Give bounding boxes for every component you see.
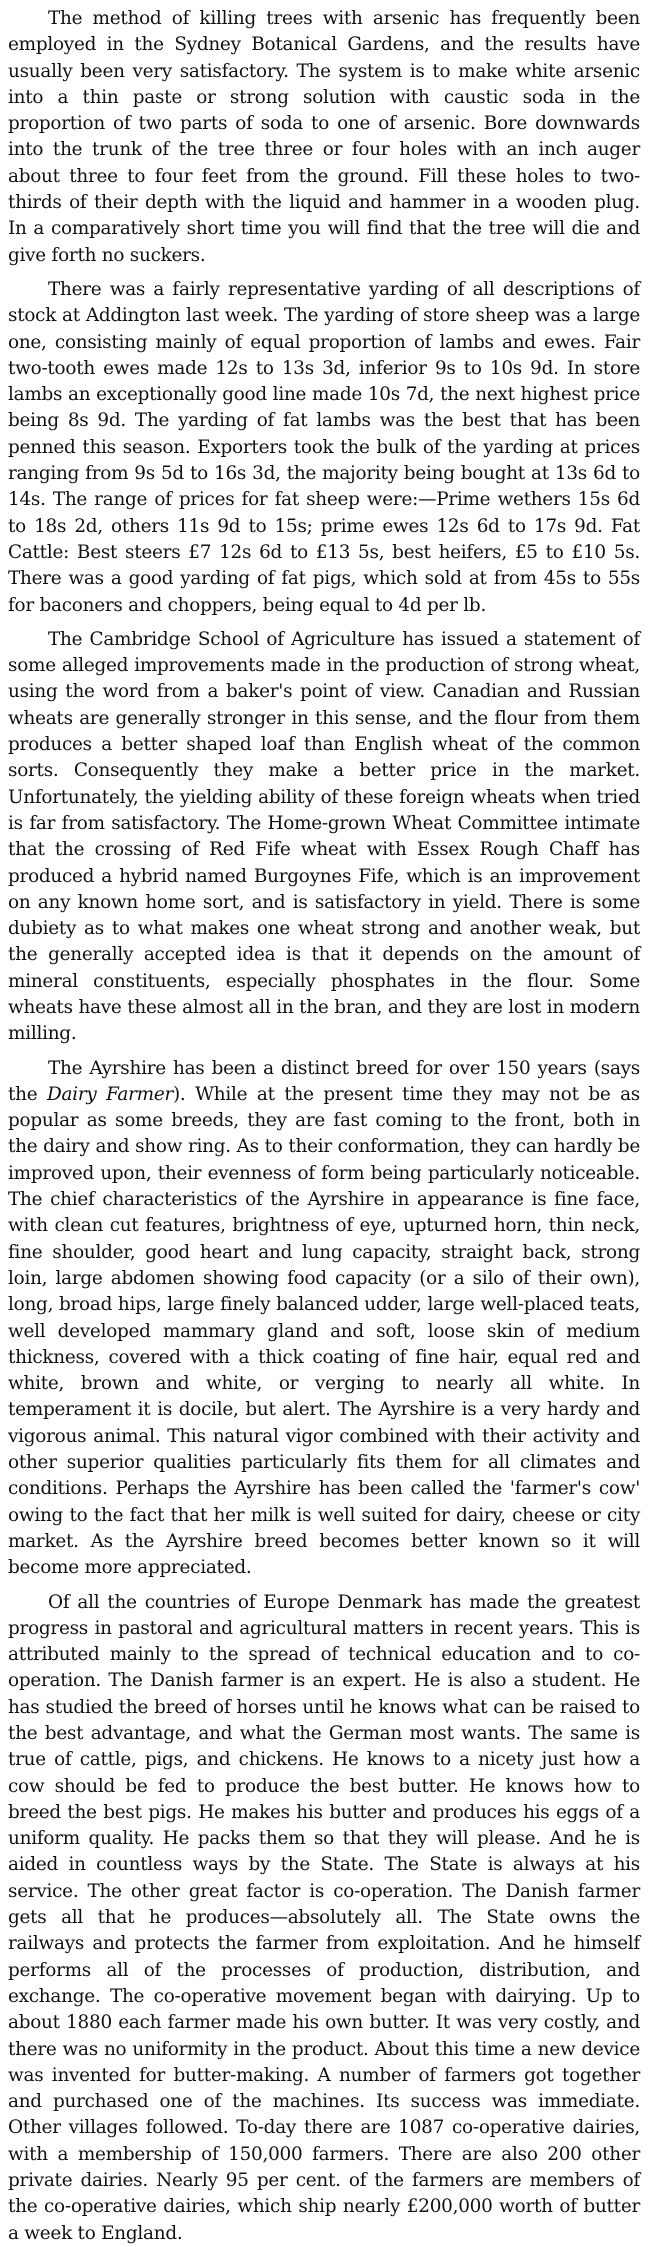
ayrshire-lead-text: The Ayrshire has been a distinct breed for over 150 years (says the: [8, 1057, 640, 1105]
source-publication-title: Dairy Farmer: [46, 1083, 173, 1105]
paragraph-denmark-cooperation: Of all the countries of Europe Denmark has made the greatest progress in pastoral and agricultural matters in recent years. This is attributed mainly to the spread of technical education and to co-operation. The Danish farmer is an expert. He is also a student. He has studied the breed of horses until he knows what can be raised to the best advantage, and what the German most wants. The same is true of cattle, pigs, and chickens. He knows to a nicety just how a cow should be fed to produce the best butter. He knows how to breed the best pigs. He makes his butter and produces his eggs of a uniform quality. He packs them so that they will please. And he is aided in countless ways by the State. The State is always at his service. The other great factor is co-operation. The Danish farmer gets all that he produces—absolutely all. The State owns the railways and protects the farmer from exploitation. And he himself performs all of the processes of production, distribution, and exchange. The co-operative movement began with dairying. Up to about 1880 each farmer made his own butter. It was very costly, and there was no uniformity in the product. About this time a new device was invented for butter-making. A number of farmers got together and purchased one of the machines. Its success was immediate. Other villages followed. To-day there are 1087 co-operative dairies, with a membership of 150,000 farmers. There are also 200 other private dairies. Nearly 95 per cent. of the farmers are members of the co-operative dairies, which ship nearly £200,000 worth of butter a week to England.: [8, 1591, 640, 2244]
ayrshire-body-text: ). While at the present time they may not be as popular as some breeds, they are fast coming to the front, both in the dairy and show ring. As to their conformation, they can hardly be improved upon, their evenness of form being particularly noticeable. The chief characteristics of the Ayrshire in appearance is fine face, with clean cut features, brightness of eye, upturned horn, thin neck, fine shoulder, good heart and lung capacity, straight back, strong loin, large abdomen showing food capacity (or a silo of their own), long, broad hips, large finely balanced udder, large well-placed teats, well developed mammary gland and soft, loose skin of medium thickness, covered with a thick coating of fine hair, equal red and white, brown and white, or verging to nearly all white. In temperament it is docile, but alert. The Ayrshire is a very hardy and vigorous animal. This natural vigor combined with their activity and other superior qualities particularly fits them for all climates and conditions. Perhaps the Ayrshire has been called the 'farmer's cow' owing to the fact that her milk is well suited for dairy, cheese or city market. As the Ayrshire breed becomes better known so it will become more appreciated.: [8, 1083, 640, 1579]
paragraph-strong-wheat: The Cambridge School of Agriculture has issued a statement of some alleged improvements made in the production of strong wheat, using the word from a baker's point of view. Canadian and Russian wheats are generally stronger in this sense, and the flour from them produces a better shaped loaf than English wheat of the common sorts. Consequently they make a better price in the market. Unfortunately, the yielding ability of these foreign wheats when tried is far from satisfactory. The Home-grown Wheat Committee intimate that the crossing of Red Fife wheat with Essex Rough Chaff has produced a hybrid named Burgoynes Fife, which is an improvement on any known home sort, and is satisfactory in yield. There is some dubiety as to what makes one wheat strong and another weak, but the generally accepted idea is that it depends on the amount of mineral constituents, especially phosphates in the flour. Some wheats have these almost all in the bran, and they are lost in modern milling.: [8, 628, 640, 1045]
paragraph-addington-stock-yarding: There was a fairly representative yarding of all descriptions of stock at Addington last week. The yarding of store sheep was a large one, consisting mainly of equal proportion of lambs and ewes. Fair two-tooth ewes made 12s to 13s 3d, inferior 9s to 10s 9d. In store lambs an exceptionally good line made 10s 7d, the next highest price being 8s 9d. The yarding of fat lambs was the best that has been penned this season. Exporters took the bulk of the yarding at prices ranging from 9s 5d to 16s 3d, the majority being bought at 13s 6d to 14s. The range of prices for fat sheep were:—Prime wethers 15s 6d to 18s 2d, others 11s 9d to 15s; prime ewes 12s 6d to 17s 9d. Fat Cattle: Best steers £7 12s 6d to £13 5s, best heifers, £5 to £10 5s. There was a good yarding of fat pigs, which sold at from 45s to 55s for baconers and choppers, being equal to 4d per lb.: [8, 278, 640, 616]
paragraph-arsenic-trees: The method of killing trees with arsenic has frequently been employed in the Sydney Botanical Gardens, and the results have usually been very satisfactory. The system is to make white arsenic into a thin paste or strong solution with caustic soda in the proportion of two parts of soda to one of arsenic. Bore downwards into the trunk of the tree three or four holes with an inch auger about three to four feet from the ground. Fill these holes to two-thirds of their depth with the liquid and hammer in a wooden plug. In a comparatively short time you will find that the tree will die and give forth no suckers.: [8, 8, 640, 266]
paragraph-ayrshire-breed: [8, 1056, 640, 1582]
